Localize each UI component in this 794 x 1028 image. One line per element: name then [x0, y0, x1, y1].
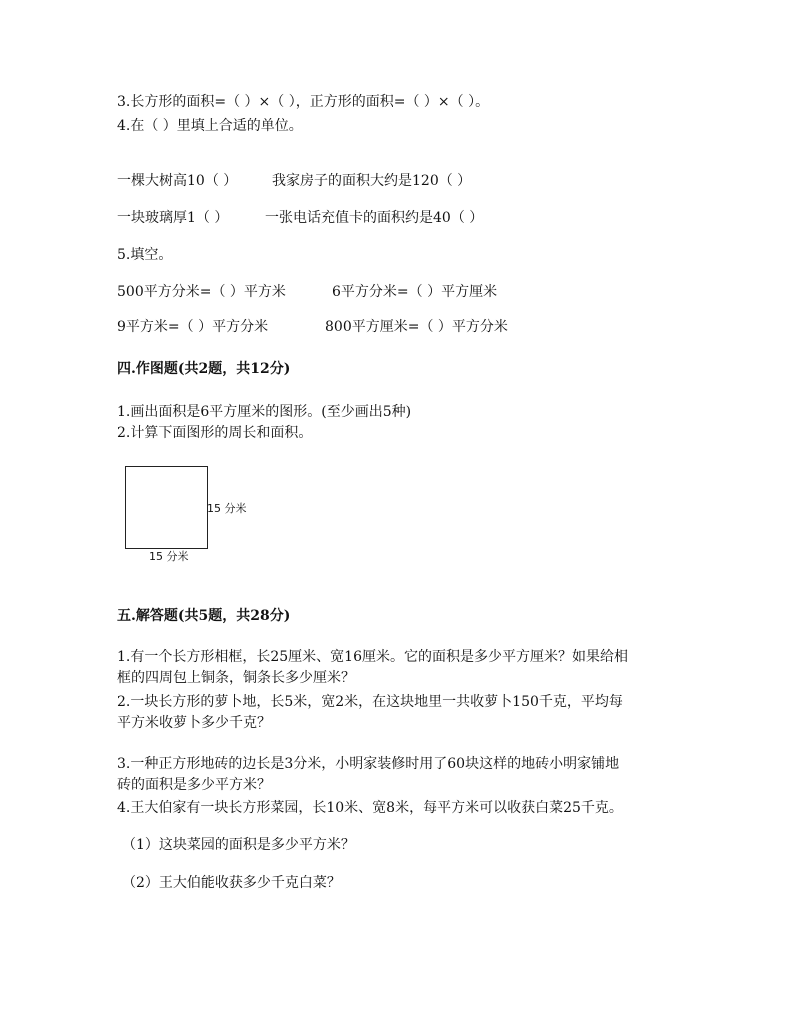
section-4-title: 四.作图题(共2题，共12分): [117, 361, 291, 377]
question-4-text: 4.在（ ）里填上合适的单位。: [117, 118, 303, 134]
section-5-question-1-line-1: 1.有一个长方形相框，长25厘米、宽16厘米。它的面积是多少平方厘米？如果给相: [117, 649, 628, 665]
section-5-question-2-line-2: 平方米收萝卜多少千克？: [117, 715, 271, 731]
question-5-text: 5.填空。: [117, 247, 173, 263]
section-5-question-4-sub-2: （2）王大伯能收获多少千克白菜？: [122, 875, 341, 891]
q5-item-1: 500平方分米=（ ）平方米: [117, 284, 286, 300]
square-side-label: 15 分米: [207, 502, 247, 515]
section-4-question-1: 1.画出面积是6平方厘米的图形。(至少画出5种): [117, 404, 412, 420]
square-figure: [125, 466, 208, 549]
section-5-title: 五.解答题(共5题，共28分): [117, 608, 291, 624]
q4-item-glass-thickness: 一块玻璃厚1（ ）: [117, 210, 229, 226]
q5-item-2: 6平方分米=（ ）平方厘米: [332, 284, 498, 300]
q4-item-tree-height: 一棵大树高10（ ）: [117, 173, 238, 189]
section-5-question-1-line-2: 框的四周包上铜条，铜条长多少厘米？: [117, 670, 355, 686]
section-5-question-3-line-2: 砖的面积是多少平方米？: [117, 777, 271, 793]
section-5-question-4-sub-1: （1）这块菜园的面积是多少平方米？: [122, 837, 355, 853]
section-5-question-4-line-1: 4.王大伯家有一块长方形菜园，长10米、宽8米，每平方米可以收获白菜25千克。: [117, 800, 623, 816]
q5-item-3: 9平方米=（ ）平方分米: [117, 319, 269, 335]
q5-item-4: 800平方厘米=（ ）平方分米: [325, 319, 508, 335]
question-3-text: 3.长方形的面积=（ ）×（ ），正方形的面积=（ ）×（ ）。: [117, 94, 490, 110]
square-bottom-label: 15 分米: [149, 550, 189, 563]
q4-item-card-area: 一张电话充值卡的面积约是40（ ）: [265, 210, 484, 226]
q4-item-house-area: 我家房子的面积大约是120（ ）: [272, 173, 472, 189]
section-5-question-3-line-1: 3.一种正方形地砖的边长是3分米，小明家装修时用了60块这样的地砖小明家铺地: [117, 756, 620, 772]
section-5-question-2-line-1: 2.一块长方形的萝卜地，长5米，宽2米，在这块地里一共收萝卜150千克，平均每: [117, 694, 623, 710]
section-4-question-2: 2.计算下面图形的周长和面积。: [117, 425, 313, 441]
